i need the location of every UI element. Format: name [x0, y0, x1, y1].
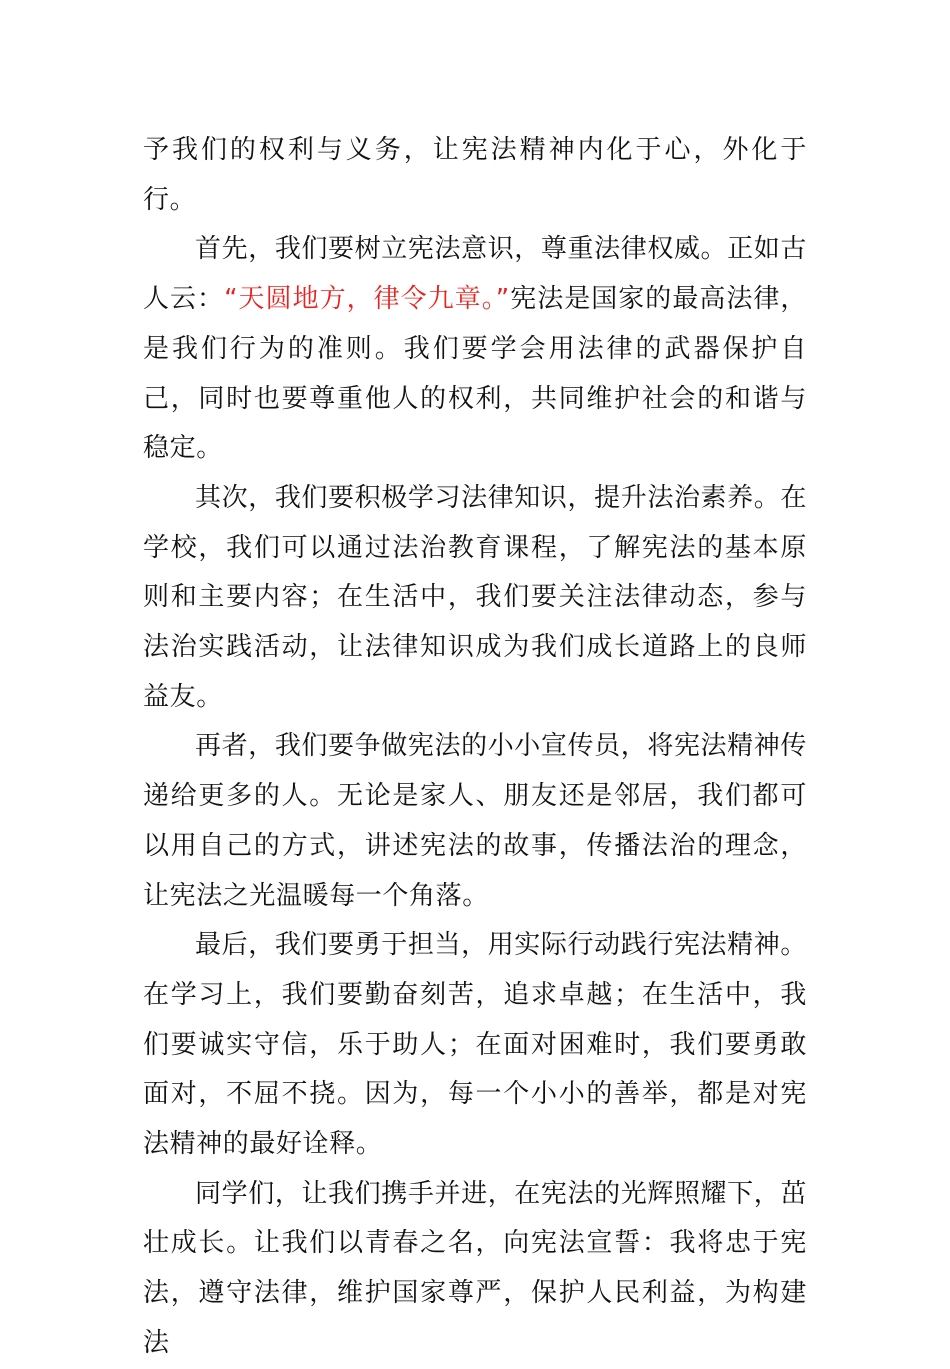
document-body — [143, 126, 807, 1369]
paragraph-second-point: 其次，我们要积极学习法律知识，提升法治素养。在学校，我们可以通过法治教育课程，了解宪法的基本原则和主要内容；在生活中，我们要关注法律动态，参与法治实践活动，让法律知识成为我们成长道路上的良师益友。 — [143, 482, 807, 712]
paragraph-continuation: 予我们的权利与义务，让宪法精神内化于心，外化于行。 — [143, 135, 807, 215]
paragraph-text: 宪法是国家的最高法律，是我们行为的准则。我们要学会用法律的武器保护自己，同时也要尊重他人的权利，共同维护社会的和谐与稳定。 — [143, 284, 807, 464]
ancient-quote: “天圆地方，律令九章。” — [224, 284, 510, 315]
paragraph-text: 首先，我们要树立宪法意识，尊重法律权威。正如古人云： — [143, 234, 807, 315]
paragraph-third-point: 再者，我们要争做宪法的小小宣传员，将宪法精神传递给更多的人。无论是家人、朋友还是邻居，我们都可以用自己的方式，讲述宪法的故事，传播法治的理念，让宪法之光温暖每一个角落。 — [143, 731, 807, 911]
paragraph-closing: 同学们，让我们携手并进，在宪法的光辉照耀下，茁壮成长。让我们以青春之名，向宪法宣誓：我将忠于宪法，遵守法律，维护国家尊严，保护人民利益，为构建法 — [143, 1178, 807, 1358]
paragraph-fourth-point: 最后，我们要勇于担当，用实际行动践行宪法精神。在学习上，我们要勤奋刻苦，追求卓越；在生活中，我们要诚实守信，乐于助人；在面对困难时，我们要勇敢面对，不屈不挠。因为，每一个小小的善举，都是对宪法精神的最好诠释。 — [143, 930, 807, 1160]
paragraph-first-point — [143, 225, 807, 474]
